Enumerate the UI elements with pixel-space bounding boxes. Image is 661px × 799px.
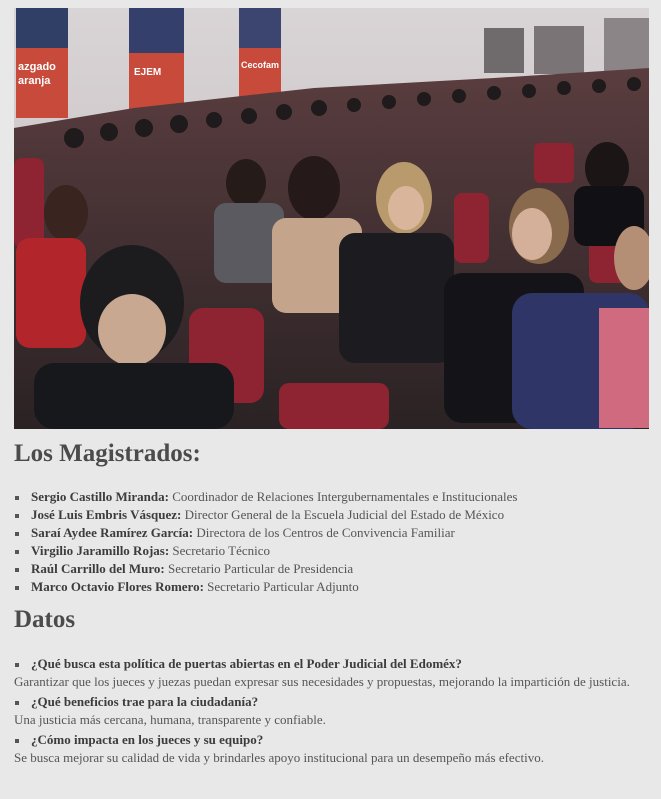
section-heading-datos: Datos	[14, 606, 76, 633]
person-role: Coordinador de Relaciones Intergubernamentales e Institucionales	[172, 489, 518, 504]
faq-question: ¿Qué beneficios trae para la ciudadanía?	[14, 693, 648, 711]
faq-question: ¿Qué busca esta política de puertas abiertas en el Poder Judicial del Edoméx?	[14, 655, 648, 673]
faq-answer: Garantizar que los jueces y juezas puedan expresar sus necesidades y propuestas, mejorando la impartición de justicia.	[14, 674, 630, 689]
datos-faq	[14, 655, 648, 769]
banner-text: Cecofam	[241, 60, 280, 70]
faq-question: ¿Cómo impacta en los jueces y su equipo?	[14, 731, 648, 749]
person-name: Saraí Aydee Ramírez García:	[31, 525, 194, 540]
person-name: Sergio Castillo Miranda:	[31, 489, 169, 504]
auditorium-audience-image	[14, 8, 649, 429]
person-name: Virgilio Jaramillo Rojas:	[31, 543, 170, 558]
faq-answer: Se busca mejorar su calidad de vida y brindarles apoyo institucional para un desempeño más efectivo.	[14, 750, 544, 765]
list-item	[14, 578, 517, 596]
banner-text: azgado	[18, 61, 56, 73]
person-name: José Luis Embris Vásquez:	[31, 507, 182, 522]
list-item	[14, 506, 517, 524]
person-role: Secretario Particular de Presidencia	[167, 561, 354, 576]
banner-text: EJEM	[134, 67, 162, 78]
list-item	[14, 560, 517, 578]
faq-answer: Una justicia más cercana, humana, transparente y confiable.	[14, 712, 326, 727]
list-item	[14, 488, 517, 506]
section-heading-magistrados: Los Magistrados:	[14, 440, 201, 467]
person-role: Directora de los Centros de Convivencia Familiar	[196, 525, 455, 540]
list-item	[14, 542, 517, 560]
person-role: Secretario Particular Adjunto	[207, 579, 359, 594]
person-name: Marco Octavio Flores Romero:	[31, 579, 204, 594]
banner-text: aranja	[18, 75, 51, 87]
person-role: Secretario Técnico	[172, 543, 270, 558]
person-name: Raúl Carrillo del Muro:	[31, 561, 165, 576]
magistrados-list	[14, 488, 517, 596]
person-role: Director General de la Escuela Judicial del Estado de México	[184, 507, 505, 522]
list-item	[14, 524, 517, 542]
event-photo	[14, 8, 649, 429]
